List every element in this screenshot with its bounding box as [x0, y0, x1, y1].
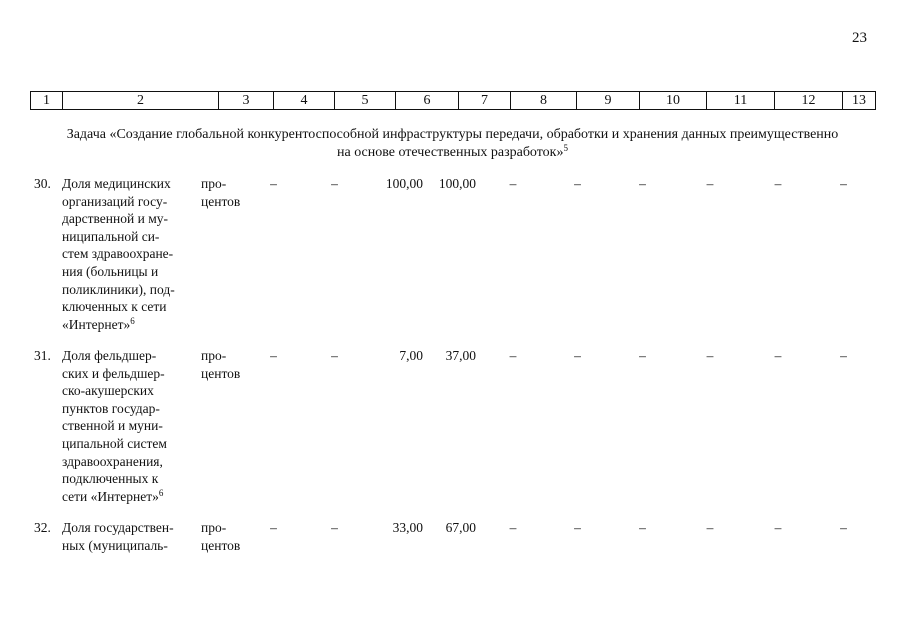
indicator-name-line: ключенных к сети [62, 299, 167, 315]
column-number-cell: 4 [274, 92, 335, 110]
value-cell: – [840, 520, 847, 535]
unit-line: про- [201, 176, 227, 191]
column-number-cell: 10 [640, 92, 707, 110]
value-cell: – [270, 348, 277, 363]
column-number-cell: 9 [577, 92, 640, 110]
page-number: 23 [852, 30, 867, 46]
indicator-name-line: Доля фельдшер- [62, 348, 157, 363]
value-cell: – [840, 348, 847, 363]
column-number-header [30, 91, 876, 110]
value-cell: 100,00 [438, 176, 476, 191]
value-cell: – [509, 348, 517, 363]
unit-of-measure [201, 175, 246, 210]
indicator-name-line [62, 316, 188, 334]
value-cell: – [774, 348, 782, 363]
value-cell: 37,00 [445, 348, 476, 363]
unit-line: центов [201, 537, 241, 553]
column-number-cell: 2 [63, 92, 219, 110]
column-number-cell: 12 [775, 92, 843, 110]
task-title [30, 126, 875, 162]
value-cell: – [706, 520, 714, 535]
indicator-name-line: Доля государствен- [62, 520, 174, 535]
footnote-mark: 6 [130, 315, 135, 326]
indicator-name-text: «Интернет» [62, 316, 131, 332]
value-cell: – [574, 176, 581, 191]
unit-line: про- [201, 520, 227, 535]
indicator-name-line: подключенных к [62, 471, 159, 487]
unit-line: центов [201, 365, 241, 381]
indicator-name [62, 519, 188, 554]
value-cell: 100,00 [385, 176, 423, 191]
indicator-name-line: ных (муниципаль- [62, 537, 168, 553]
unit-line: про- [201, 348, 227, 363]
value-cell: – [639, 348, 646, 363]
value-cell: – [509, 520, 517, 535]
indicator-name-line: ния (больницы и [62, 263, 159, 279]
value-cell: – [774, 520, 782, 535]
task-title-line [30, 144, 875, 162]
column-number-cell: 1 [31, 92, 63, 110]
indicator-name-line: ско-акушерских [62, 383, 154, 399]
column-number-cell: 8 [511, 92, 577, 110]
row-number: 30. [34, 176, 51, 191]
indicator-name-line: здравоохранения, [62, 453, 163, 469]
value-cell: – [270, 520, 277, 535]
value-cell: – [574, 348, 581, 363]
row-number: 32. [34, 520, 51, 535]
indicator-name-line [62, 488, 188, 506]
indicator-name-line: ципальной систем [62, 435, 167, 451]
unit-of-measure [201, 519, 246, 554]
indicator-name-line: дарственной и му- [62, 211, 168, 227]
indicator-name-text: сети «Интернет» [62, 488, 159, 504]
footnote-mark: 6 [158, 487, 164, 498]
column-number-cell: 7 [459, 92, 511, 110]
indicator-name-line: ниципальной си- [62, 228, 160, 244]
task-title-text: на основе отечественных разработок» [336, 145, 564, 160]
indicator-name-line: ственной и муни- [62, 418, 163, 434]
indicator-name-line: пунктов государ- [62, 400, 160, 416]
value-cell: 33,00 [392, 520, 423, 535]
column-number-cell: 11 [707, 92, 775, 110]
row-number: 31. [34, 348, 51, 363]
value-cell: 67,00 [445, 520, 476, 535]
column-number-cell: 5 [335, 92, 396, 110]
indicator-name-line: Доля медицинских [62, 176, 171, 191]
footnote-mark: 5 [563, 143, 568, 153]
value-cell: – [840, 176, 847, 191]
value-cell: – [706, 176, 714, 191]
value-cell: – [331, 176, 338, 191]
value-cell: – [574, 520, 581, 535]
value-cell: – [639, 520, 646, 535]
indicator-name-line: поликлиники), под- [62, 281, 175, 297]
value-cell: – [331, 348, 338, 363]
value-cell: 7,00 [399, 348, 423, 363]
column-number-cell: 6 [396, 92, 459, 110]
indicator-name-line: ских и фельдшер- [62, 365, 165, 381]
indicator-name [62, 347, 188, 505]
column-number-cell: 13 [843, 92, 876, 110]
value-cell: – [331, 520, 338, 535]
task-title-line: Задача «Создание глобальной конкурентоспособной инфраструктуры передачи, обработки и хранения данных преимущественно [66, 127, 839, 142]
value-cell: – [270, 176, 277, 191]
unit-line: центов [201, 193, 241, 209]
unit-of-measure [201, 347, 246, 382]
indicator-name-line: стем здравоохране- [62, 246, 174, 262]
value-cell: – [509, 176, 517, 191]
column-number-cell: 3 [219, 92, 274, 110]
value-cell: – [706, 348, 714, 363]
indicator-name-line: организаций госу- [62, 193, 168, 209]
value-cell: – [774, 176, 782, 191]
value-cell: – [639, 176, 646, 191]
indicator-name [62, 175, 188, 333]
